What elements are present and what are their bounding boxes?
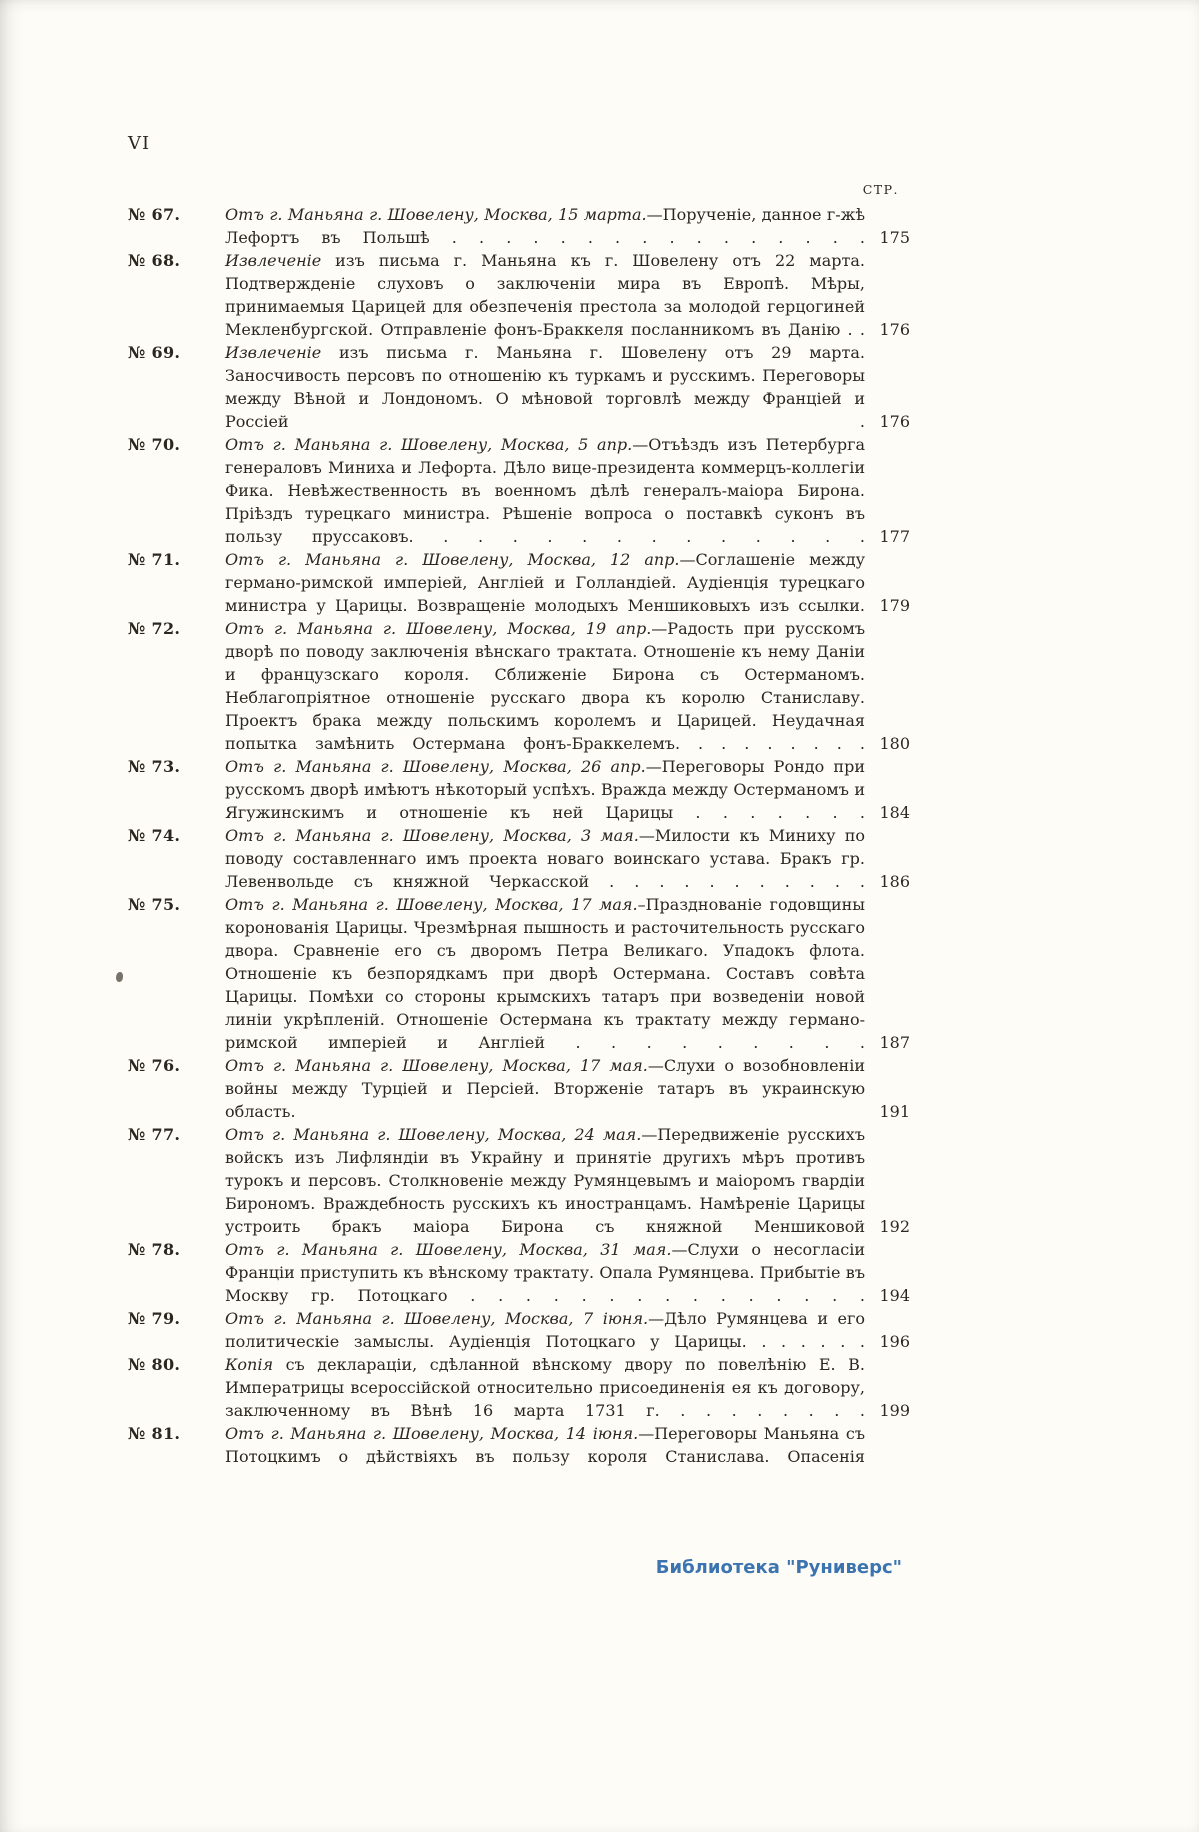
entry-body: изъ письма г. Маньяна г. Шовелену отъ 29 марта. Заносчивость персовъ по отношенію къ туркамъ и русскимъ. Переговоры между Вѣной и Лондономъ. О мѣновой торговлѣ между Франціей и Россіей . (225, 343, 865, 431)
entry-number: № 67. (128, 205, 181, 224)
scan-artifact (116, 972, 123, 982)
entry-body: —Соглашеніе между германо-римской имперіей, Англіей и Голландіей. Аудіенція турецкаго министра у Царицы. Возвращеніе молодыхъ Меншиковыхъ изъ ссылки. (225, 550, 865, 615)
entry-lead: Извлеченіе (225, 343, 322, 362)
entry-page-ref: 192 (879, 1217, 910, 1236)
page-number-header: VI (128, 133, 151, 154)
entry-body: —Слухи о возобновленіи войны между Турціей и Персіей. Вторженіе татаръ въ украинскую область. (225, 1056, 866, 1121)
entry-lead: Отъ г. Маньяна г. Шовелену, Москва, 14 іюня. (225, 1424, 639, 1443)
toc-entry (128, 341, 910, 433)
entry-page-ref: 196 (879, 1332, 910, 1351)
entry-body: съ деклараціи, сдѣланной вѣнскому двору по повелѣнію Е. В. Императрицы всероссійской относительно присоединенія ея къ договору, заключенному въ Вѣнѣ 16 марта 1731 г. . . . . . . . . (225, 1355, 865, 1420)
entry-text (225, 1353, 865, 1422)
entry-page-ref: 184 (879, 803, 910, 822)
entry-number: № 74. (128, 826, 181, 845)
entry-lead: Извлеченіе (225, 251, 322, 270)
entry-page-ref: 179 (879, 596, 910, 615)
entry-number: № 70. (128, 435, 181, 454)
entry-lead: Отъ г. Маньяна г. Шовелену, Москва, 24 мая. (225, 1125, 642, 1144)
entry-text (225, 249, 865, 341)
toc-entry (128, 1054, 910, 1123)
entry-body: —Милости къ Миниху по поводу составленнаго имъ проекта новаго воинскаго устава. Бракъ гр. Левенвольде съ княжной Черкасской . . . . . . . . . . . (225, 826, 865, 891)
entry-number: № 69. (128, 343, 181, 362)
toc-entry (128, 1353, 910, 1422)
entry-text (225, 1307, 865, 1353)
entry-page-ref: 191 (879, 1102, 910, 1121)
entry-text (225, 1422, 865, 1468)
entry-page-ref: 187 (879, 1033, 910, 1052)
column-header-str: СТР. (862, 182, 899, 197)
entry-lead: Отъ г. Маньяна г. Шовелену, Москва, 31 мая. (225, 1240, 672, 1259)
entry-number: № 72. (128, 619, 181, 638)
entry-number: № 68. (128, 251, 181, 270)
toc-entry (128, 1307, 910, 1353)
entry-page-ref: 176 (879, 320, 910, 339)
entry-text (225, 1238, 865, 1307)
entry-body: —Дѣло Румянцева и его политическіе замыслы. Аудіенція Потоцкаго у Царицы. . . . . . . (225, 1309, 866, 1351)
entry-lead: Отъ г. Маньяна г. Шовелену, Москва, 26 апр. (225, 757, 646, 776)
toc-entry (128, 617, 910, 755)
toc-entry (128, 203, 910, 249)
entry-page-ref: 194 (879, 1286, 910, 1305)
entry-body: —Передвиженіе русскихъ войскъ изъ Лифляндіи въ Украйну и принятіе другихъ мѣръ противъ турокъ и персовъ. Столкновеніе между Румянцевымъ и маіоромъ гвардіи Бирономъ. Враждебность русскихъ къ иностранцамъ. Намѣреніе Царицы устроить бракъ маіора Бирона съ княжной Меншиковой (225, 1125, 865, 1236)
entry-number: № 79. (128, 1309, 181, 1328)
toc-entry (128, 755, 910, 824)
entry-lead: Отъ г. Маньяна г. Шовелену, Москва, 17 мая. (225, 895, 638, 914)
table-of-contents (128, 203, 910, 1468)
entry-body: изъ письма г. Маньяна къ г. Шовелену отъ 22 марта. Подтвержденіе слуховъ о заключеніи мира въ Европѣ. Мѣры, принимаемыя Царицей для обезпеченія престола за молодой герцогиней Мекленбургской. Отправленіе фонъ-Браккеля посланникомъ въ Данію . . (225, 251, 865, 339)
entry-text (225, 824, 865, 893)
entry-lead: Отъ г. Маньяна г. Шовелену, Москва, 3 мая. (225, 826, 639, 845)
entry-number: № 73. (128, 757, 181, 776)
entry-number: № 81. (128, 1424, 181, 1443)
entry-lead: Отъ г. Маньяна г. Шовелену, Москва, 7 іюня. (225, 1309, 649, 1328)
entry-lead: Отъ г. Маньяна г. Шовелену, Москва, 17 мая. (225, 1056, 648, 1075)
entry-body: —Радость при русскомъ дворѣ по поводу заключенія вѣнскаго трактата. Отношеніе къ нему Даніи и французскаго короля. Сближеніе Бирона съ Остерманомъ. Неблагопріятное отношеніе русскаго двора къ королю Станиславу. Проектъ брака между польскимъ королемъ и Царицей. Неудачная попытка замѣнить Остермана фонъ-Браккелемъ. . . . . . . . . (225, 619, 865, 753)
entry-page-ref: 199 (879, 1401, 910, 1420)
entry-body: –Празднованіе годовщины коронованія Царицы. Чрезмѣрная пышность и расточительность русскаго двора. Сравненіе его съ дворомъ Петра Великаго. Упадокъ флота. Отношеніе къ безпорядкамъ при дворѣ Остермана. Составъ совѣта Царицы. Помѣхи со стороны крымскихъ татаръ при возведеніи новой линіи укрѣпленій. Отношеніе Остермана къ трактату между германо-римской имперіей и Англіей . . . . . . . . . (225, 895, 866, 1052)
entry-text (225, 755, 865, 824)
entry-number: № 80. (128, 1355, 181, 1374)
entry-page-ref: 180 (879, 734, 910, 753)
toc-entry (128, 1238, 910, 1307)
entry-lead: Отъ г. Маньяна г. Шовелену, Москва, 12 апр. (225, 550, 680, 569)
entry-body: —Переговоры Маньяна съ Потоцкимъ о дѣйствіяхъ въ пользу короля Станислава. Опасенія (225, 1424, 866, 1466)
toc-entry (128, 433, 910, 548)
toc-entry (128, 1123, 910, 1238)
entry-body: —Переговоры Рондо при русскомъ дворѣ имѣютъ нѣкоторый успѣхъ. Вражда между Остерманомъ и Ягужинскимъ и отношеніе къ ней Царицы . . . . . . . (225, 757, 865, 822)
entry-page-ref: 186 (879, 872, 910, 891)
entry-lead: Отъ г. Маньяна г. Шовелену, Москва, 19 апр. (225, 619, 652, 638)
toc-entry (128, 249, 910, 341)
entry-text (225, 617, 865, 755)
entry-number: № 75. (128, 895, 181, 914)
entry-body: —Порученіе, данное г-жѣ Лефортъ въ Польшѣ . . . . . . . . . . . . . . . . (225, 205, 865, 247)
entry-lead: Отъ г. Маньяна г. Шовелену, Москва, 5 апр. (225, 435, 633, 454)
entry-lead: Копія (225, 1355, 274, 1374)
toc-entry (128, 893, 910, 1054)
entry-text (225, 341, 865, 433)
entry-body: —Отъѣздъ изъ Петербурга генераловъ Миниха и Лефорта. Дѣло вице-президента коммерцъ-коллегіи Фика. Невѣжественность въ военномъ дѣлѣ генералъ-маіора Бирона. Пріѣздъ турецкаго министра. Рѣшеніе вопроса о поставкѣ суконъ въ пользу пруссаковъ. . . . . . . . . . . . . . (225, 435, 865, 546)
library-watermark: Библиотека "Руниверс" (655, 1557, 902, 1578)
toc-entry (128, 548, 910, 617)
entry-number: № 77. (128, 1125, 181, 1144)
toc-entry (128, 1422, 910, 1468)
entry-page-ref: 175 (879, 228, 910, 247)
entry-number: № 76. (128, 1056, 181, 1075)
entry-body: —Слухи о несогласіи Франціи приступить къ вѣнскому трактату. Опала Румянцева. Прибытіе въ Москву гр. Потоцкаго . . . . . . . . . . . . . . . (225, 1240, 865, 1305)
entry-text (225, 1054, 865, 1123)
entry-number: № 71. (128, 550, 181, 569)
entry-lead: Отъ г. Маньяна г. Шовелену, Москва, 15 марта. (225, 205, 647, 224)
entry-page-ref: 177 (879, 527, 910, 546)
entry-text (225, 433, 865, 548)
toc-entry (128, 824, 910, 893)
entry-text (225, 893, 865, 1054)
entry-text (225, 203, 865, 249)
entry-text (225, 1123, 865, 1238)
entry-text (225, 548, 865, 617)
entry-number: № 78. (128, 1240, 181, 1259)
entry-page-ref: 176 (879, 412, 910, 431)
